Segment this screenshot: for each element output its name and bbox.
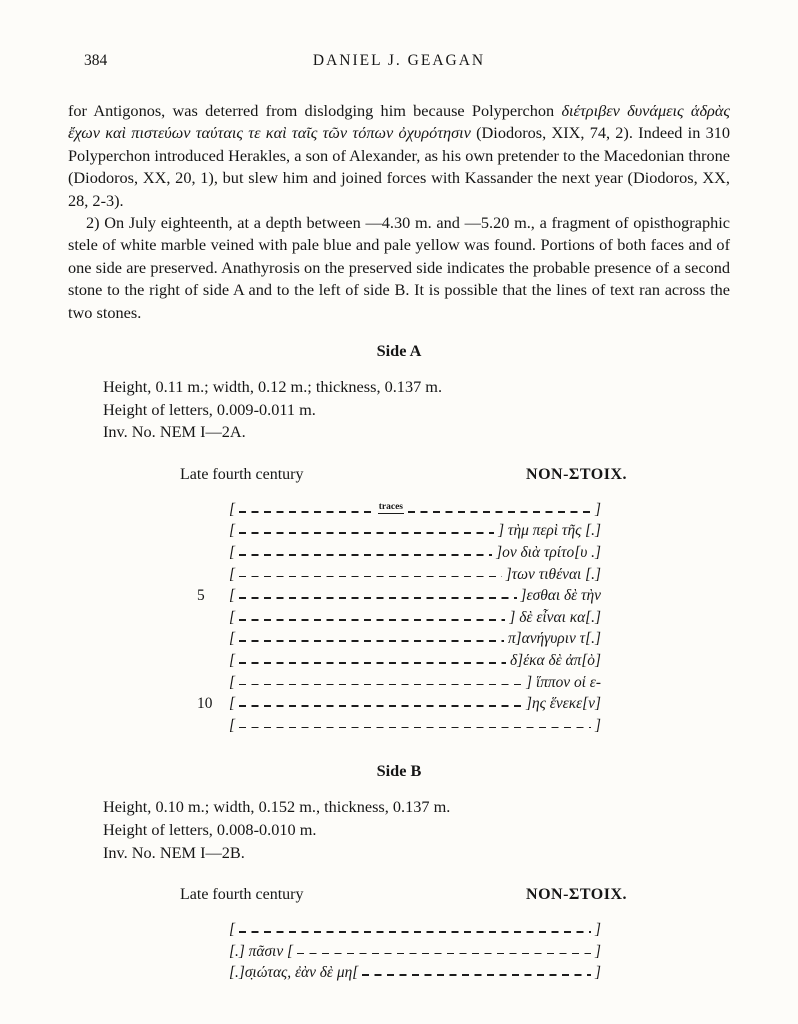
inscription-text-right: ] δὲ εἶναι κα[.] bbox=[509, 608, 601, 626]
lacuna-dashes bbox=[238, 607, 506, 629]
inscription-text-right: π]ανήγυριν τ[.] bbox=[507, 630, 601, 648]
line-number bbox=[197, 564, 229, 586]
line-number bbox=[197, 715, 229, 737]
paragraph-1 bbox=[68, 100, 730, 212]
lacuna-dashes bbox=[238, 499, 375, 521]
lacuna-dashes bbox=[238, 628, 505, 650]
side-a-dimensions: Height, 0.11 m.; width, 0.12 m.; thickness, 0.137 m. bbox=[103, 377, 443, 397]
line-number bbox=[197, 628, 229, 650]
inscription-line bbox=[197, 499, 601, 521]
paragraph-1-text-cont: (Diodoros, XIX, 74, 2). Indeed in 310 Polyperchon introduced Herakles, a son of Alexander, as his own pretender to the Macedonian throne (Diodoros, XX, 20, 1), but slew him and joined forces with Kassander the next year (Diodoros, XX, 28, 2-3). bbox=[68, 123, 730, 210]
lacuna-dashes bbox=[238, 520, 495, 542]
inscription-text-left: [ bbox=[229, 587, 235, 605]
inscription-text-left: [.] πᾶσιν [ bbox=[229, 942, 293, 960]
lacuna-dashes bbox=[238, 542, 493, 564]
lacuna-dashes bbox=[238, 585, 518, 607]
inscription-text-right: δ]έκα δὲ ἀπ[ὸ] bbox=[509, 652, 601, 669]
paragraph-2: 2) On July eighteenth, at a depth between —4.30 m. and —5.20 m., a fragment of opisthographic stele of white marble veined with pale blue and pale yellow was found. Portions of both faces and of one side are preserved. Anathyrosis on the preserved side indicates the probable presence of a second stone to the right of side A and to the left of side B. It is possible that the lines of text ran across the two stones. bbox=[68, 213, 730, 322]
line-number bbox=[197, 650, 229, 672]
inscription-text-right: ] bbox=[595, 500, 601, 518]
inscription-line bbox=[197, 693, 601, 715]
running-head-author: DANIEL J. GEAGAN bbox=[312, 52, 486, 69]
inscription-text-right: ]εσθαι δὲ τὴν bbox=[520, 587, 601, 605]
inscription-text-right: ] bbox=[595, 716, 601, 734]
side-b-inscription bbox=[197, 919, 601, 984]
side-b-metadata bbox=[103, 796, 730, 864]
lacuna-dashes bbox=[238, 693, 523, 715]
page-number: 384 bbox=[84, 52, 108, 69]
side-b-letter-height: Height of letters, 0.008-0.010 m. bbox=[103, 819, 317, 839]
inscription-line bbox=[197, 564, 601, 586]
side-a-inventory-number: Inv. No. NEM I—2A. bbox=[103, 422, 246, 442]
inscription-text-right: ]των τιθέναι [.] bbox=[505, 565, 601, 583]
inscription-line bbox=[197, 607, 601, 629]
lacuna-dashes bbox=[238, 715, 592, 737]
inscription-text-left: [ bbox=[229, 608, 235, 626]
side-a-caption-row bbox=[68, 466, 730, 484]
side-a-inscription bbox=[197, 499, 601, 737]
inscription-line bbox=[197, 941, 601, 963]
side-b-stoich-label: ΝΟΝ-ΣΤΟΙΧ. bbox=[526, 886, 627, 904]
inscription-text-left: [ bbox=[229, 695, 235, 713]
side-b-inventory-number: Inv. No. NEM I—2B. bbox=[103, 842, 245, 862]
inscription-line bbox=[197, 628, 601, 650]
inscription-line bbox=[197, 542, 601, 564]
inscription-text-left: [ bbox=[229, 500, 235, 518]
line-number bbox=[197, 542, 229, 564]
line-number bbox=[197, 672, 229, 694]
inscription-line bbox=[197, 650, 601, 672]
traces-label: traces bbox=[378, 501, 403, 512]
lacuna-dashes bbox=[407, 499, 592, 521]
line-number bbox=[197, 941, 229, 963]
lacuna-dashes bbox=[361, 962, 592, 984]
inscription-text-left: [ bbox=[229, 652, 235, 669]
inscription-line bbox=[197, 715, 601, 737]
inscription-text-left: [ bbox=[229, 921, 235, 939]
inscription-line bbox=[197, 919, 601, 941]
lacuna-dashes bbox=[238, 672, 523, 694]
line-number bbox=[197, 607, 229, 629]
lacuna-dashes bbox=[296, 941, 592, 963]
side-b-caption-row bbox=[68, 886, 730, 904]
side-a-metadata bbox=[103, 376, 730, 444]
lacuna-dashes bbox=[238, 650, 507, 672]
inscription-text-right: ]ον διὰ τρίτο[υ .] bbox=[496, 544, 601, 562]
lacuna-dashes bbox=[238, 919, 592, 941]
inscription-text-right: ] bbox=[595, 921, 601, 939]
inscription-text-left: [ bbox=[229, 630, 235, 648]
section-heading-side-a: Side A bbox=[376, 341, 422, 361]
inscription-text-right: ] τὴμ περὶ τῆς [.] bbox=[498, 522, 601, 540]
inscription-text-left: [ bbox=[229, 673, 235, 691]
side-a-date-label: Late fourth century bbox=[180, 465, 304, 483]
line-number bbox=[197, 499, 229, 521]
inscription-text-left: [ bbox=[229, 716, 235, 734]
inscription-text-left: [.]σ̣ιώτας, ἐὰν δὲ μη[ bbox=[229, 964, 359, 982]
inscription-line bbox=[197, 962, 601, 984]
side-b-dimensions: Height, 0.10 m.; width, 0.152 m., thickness, 0.137 m. bbox=[103, 797, 451, 817]
inscription-text-right: ] ἵππον οἱ ε- bbox=[526, 673, 601, 691]
inscription-line bbox=[197, 672, 601, 694]
line-number bbox=[197, 919, 229, 941]
inscription-text-right: ] bbox=[595, 964, 601, 982]
section-heading-side-b: Side B bbox=[376, 761, 422, 781]
inscription-line bbox=[197, 520, 601, 542]
side-a-letter-height: Height of letters, 0.009-0.011 m. bbox=[103, 399, 316, 419]
line-number: 5 bbox=[197, 587, 205, 605]
inscription-text-left: [ bbox=[229, 544, 235, 562]
inscription-text-left: [ bbox=[229, 522, 235, 540]
line-number bbox=[197, 962, 229, 984]
side-a-stoich-label: ΝΟΝ-ΣΤΟΙΧ. bbox=[526, 465, 627, 483]
line-number: 10 bbox=[197, 695, 213, 713]
inscription-text-right: ]ης ἕνεκε[ν] bbox=[526, 695, 601, 713]
line-number bbox=[197, 520, 229, 542]
paragraph-1-text: for Antigonos, was deterred from dislodging him because Polyperchon bbox=[68, 101, 562, 120]
inscription-text-right: ] bbox=[595, 942, 601, 960]
greek-quotation: διέτριβεν δυνάμεις ἁδρὰς ἔχων καὶ πιστεύων ταύταις τε καὶ ταῖς τῶν τόπων ὀχυρότησιν bbox=[68, 101, 730, 143]
lacuna-dashes bbox=[238, 564, 503, 586]
side-b-date-label: Late fourth century bbox=[180, 886, 304, 904]
inscription-text-left: [ bbox=[229, 565, 235, 583]
inscription-line bbox=[197, 585, 601, 607]
page-header bbox=[68, 52, 730, 74]
